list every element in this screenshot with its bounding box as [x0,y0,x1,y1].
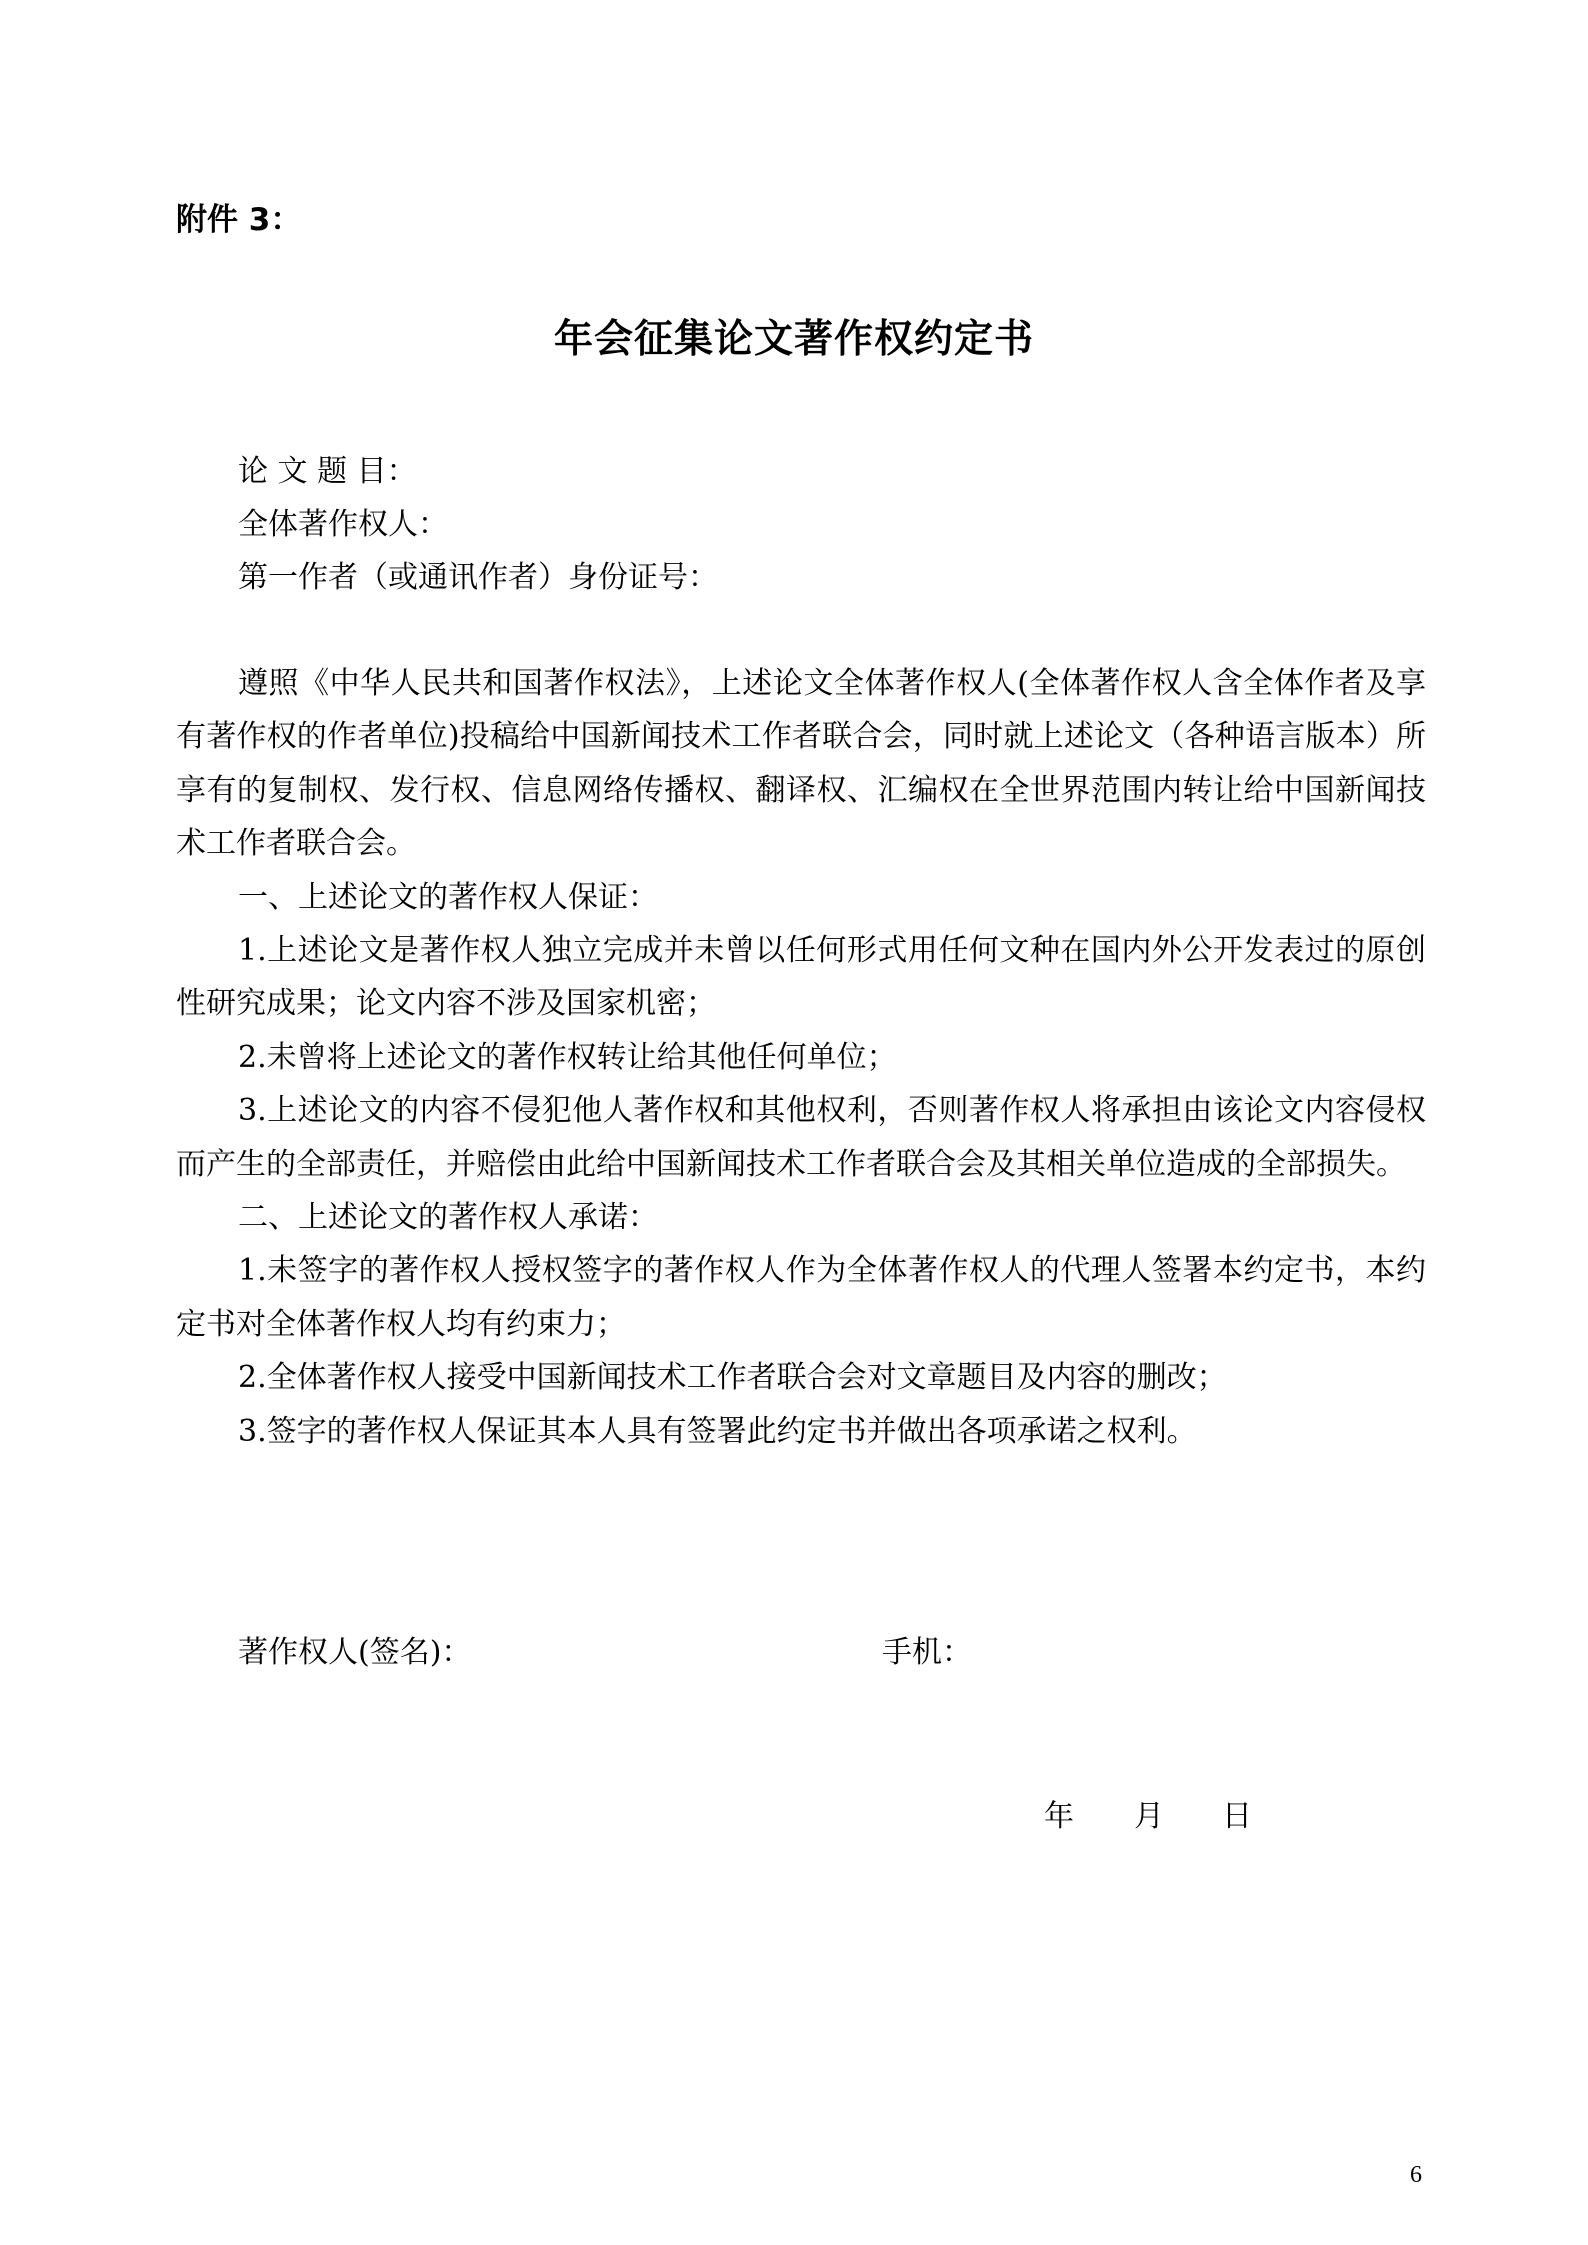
guarantee-item: 2.未曾将上述论文的著作权转让给其他任何单位； [238,1039,897,1075]
commitment-item: 1.未签字的著作权人授权签字的著作权人作为全体著作权人的代理人签署本约定书，本约定书对全体著作权人均有约束力； [176,1253,1426,1342]
preamble-paragraph: 遵照《中华人民共和国著作权法》，上述论文全体著作权人(全体著作权人含全体作者及享有著作权的作者单位)投稿给中国新闻技术工作者联合会，同时就上述论文（各种语言版本）所享有的复制权、发行权、信息网络传播权、翻译权、汇编权在全世界范围内转让给中国新闻技术工作者联合会。 [176,666,1426,862]
signature-label: 著作权人(签名)： [238,1635,472,1670]
section-heading-commitments: 二、上述论文的著作权人承诺： [238,1200,658,1236]
copyright-holders-field-label: 全体著作权人： [238,507,448,542]
commitment-item: 3.签字的著作权人保证其本人具有签署此约定书并做出各项承诺之权利。 [238,1413,1197,1449]
date-month-label: 月 [1134,1799,1164,1834]
agreement-body [176,657,1426,1458]
paper-title-field-label: 论 文 题 目： [238,454,417,489]
section-heading-guarantees: 一、上述论文的著作权人保证： [238,879,658,915]
commitment-item: 2.全体著作权人接受中国新闻技术工作者联合会对文章题目及内容的删改； [238,1360,1227,1396]
date-year-label: 年 [1044,1799,1074,1834]
phone-label: 手机： [882,1635,972,1670]
page-number: 6 [1410,2162,1422,2188]
first-author-id-field-label: 第一作者（或通讯作者）身份证号： [238,560,718,595]
annex-label: 附件 3： [176,202,302,238]
date-day-label: 日 [1222,1799,1252,1834]
guarantee-item: 3.上述论文的内容不侵犯他人著作权和其他权利，否则著作权人将承担由该论文内容侵权而产生的全部责任，并赔偿由此给中国新闻技术工作者联合会及其相关单位造成的全部损失。 [176,1093,1426,1182]
guarantee-item: 1.上述论文是著作权人独立完成并未曾以任何形式用任何文种在国内外公开发表过的原创性研究成果；论文内容不涉及国家机密； [176,933,1426,1022]
document-title: 年会征集论文著作权约定书 [553,317,1034,362]
